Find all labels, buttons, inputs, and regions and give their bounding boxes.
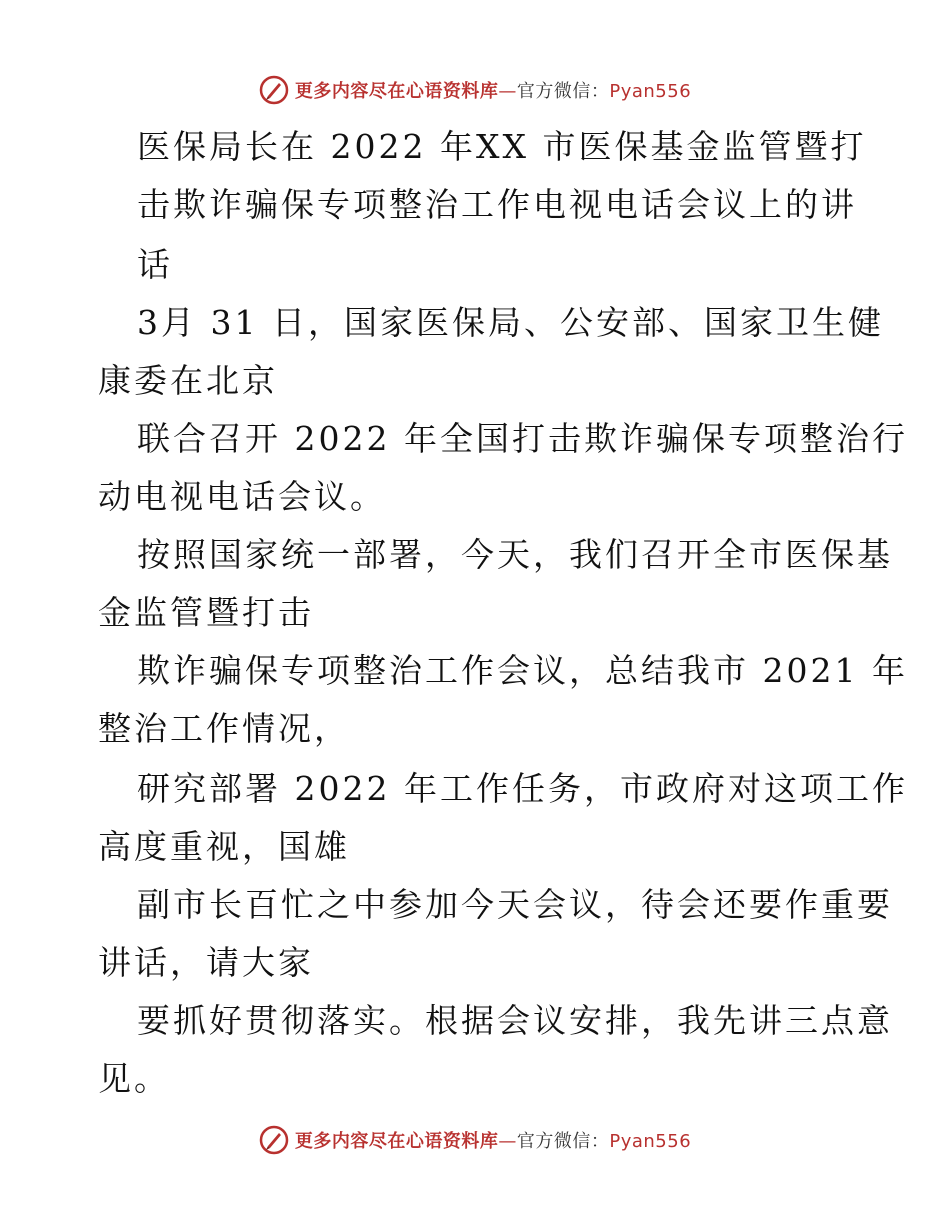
body-line-4: 动电视电话会议。 xyxy=(98,477,386,516)
body-line-6: 金监管暨打击 xyxy=(98,593,314,632)
body-line-1: 3月 31 日，国家医保局、公安部、国家卫生健 xyxy=(137,303,884,342)
quill-logo-icon xyxy=(259,1125,289,1155)
header-banner-separator: — xyxy=(498,81,517,102)
body-line-14: 见。 xyxy=(98,1059,170,1098)
footer-banner-wechat-label: 官方微信： xyxy=(516,1131,610,1152)
footer-banner-separator: — xyxy=(498,1131,517,1152)
header-banner-wechat-label: 官方微信： xyxy=(516,81,610,102)
footer-banner xyxy=(0,1118,950,1162)
body-line-3: 联合召开 2022 年全国打击欺诈骗保专项整治行 xyxy=(137,419,908,458)
body-line-12: 讲话，请大家 xyxy=(98,943,314,982)
body-line-5: 按照国家统一部署，今天，我们召开全市医保基 xyxy=(137,535,893,574)
body-line-9: 研究部署 2022 年工作任务，市政府对这项工作 xyxy=(137,769,908,808)
title-line-3: 话 xyxy=(137,245,173,284)
title-line-2: 击欺诈骗保专项整治工作电视电话会议上的讲 xyxy=(137,185,857,224)
body-line-11: 副市长百忙之中参加今天会议，待会还要作重要 xyxy=(137,885,893,924)
quill-logo-icon xyxy=(259,75,289,105)
body-line-10: 高度重视，国雄 xyxy=(98,827,350,866)
footer-banner-wechat-id: Pyan556 xyxy=(609,1131,692,1152)
footer-banner-main: 更多内容尽在心语资料库 xyxy=(294,1131,499,1152)
header-banner-text xyxy=(295,77,691,103)
body-line-7: 欺诈骗保专项整治工作会议，总结我市 2021 年 xyxy=(137,651,908,690)
header-banner xyxy=(0,68,950,112)
body-line-13: 要抓好贯彻落实。根据会议安排，我先讲三点意 xyxy=(137,1001,893,1040)
body-line-8: 整治工作情况， xyxy=(98,709,350,748)
header-banner-main: 更多内容尽在心语资料库 xyxy=(294,81,499,102)
title-line-1: 医保局长在 2022 年XX 市医保基金监管暨打 xyxy=(137,127,867,166)
footer-banner-text xyxy=(295,1127,691,1153)
body-line-2: 康委在北京 xyxy=(98,361,278,400)
header-banner-wechat-id: Pyan556 xyxy=(609,81,692,102)
